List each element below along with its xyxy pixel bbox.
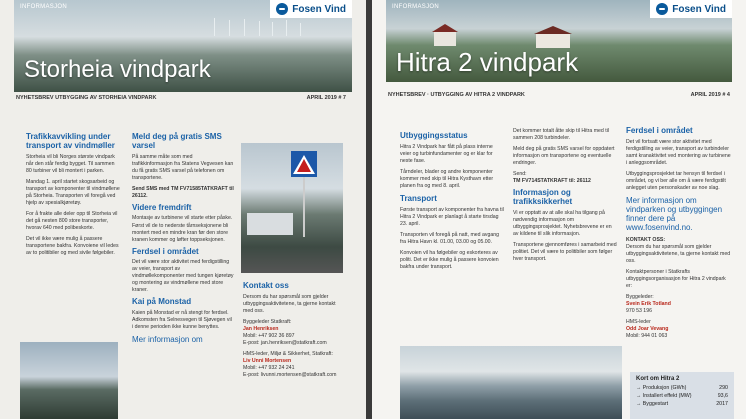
contact-name: Svein Erik Totland bbox=[626, 300, 671, 307]
contact-phone: Mobil: +47 932 24 241 bbox=[243, 364, 295, 371]
paragraph: Det kommer totalt åtte skip til Hitra med til sammen 208 turbindeler. bbox=[513, 128, 609, 142]
paragraph: Transportene gjennomføres i samarbeid med politiet. Det vil være to politibiler som følger hver transport. bbox=[513, 241, 617, 262]
paragraph: Tårndeler, blader og andre komponenter kommer med skip til Hitra Kysthavn etter planen fra og med 8. april. bbox=[400, 168, 494, 189]
paragraph: Vi er opptatt av at alle skal ha tilgang på nødvendig informasjon om utbyggingsprosjektet. Nyhetsbrevene er en av kildene til slik informasjon. bbox=[513, 209, 612, 237]
contact-phone: Mobil: 944 01 063 bbox=[626, 332, 668, 339]
contact-role: HMS-leder bbox=[626, 318, 651, 325]
more-info-link[interactable]: Mer informasjon om vindparken og utbyggingen finner dere på www.fosenvind.no. bbox=[626, 195, 723, 233]
road-sign-photo bbox=[241, 143, 343, 273]
info-label: INFORMASJON bbox=[392, 4, 439, 10]
hitra-newsletter bbox=[372, 0, 746, 419]
sms-instruction: Send SMS med TM FV71585TATKRAFT til 26112. bbox=[132, 185, 234, 199]
paragraph: Meld deg på gratis SMS varsel for oppdatert informasjon om transportene og eventuelle endringer. bbox=[513, 146, 615, 167]
paragraph: Montasje av turbinene vil starte etter påske. Først vil de to nederste tårnseksjonene bli montert med en mindre kran før den store kranen kommer og løfter toppseksjonen. bbox=[132, 215, 233, 243]
contact-email[interactable]: E-post: livunni.mortensen@statkraft.com bbox=[243, 371, 337, 378]
paragraph: Det vil være stor aktivitet med ferdigstilling av veier, transport av vindmøllekomponenter med tungen kjøretøy og montering av vindmøllene med store kraner. bbox=[132, 259, 234, 294]
newsletter-name: NYHETSBREV · UTBYGGING AV HITRA 2 VINDPARK bbox=[388, 92, 525, 98]
paragraph: For å frakte alle deler opp til Storheia vil det gå nesten 800 store transporter, hvorav 640 med polibeskorte. bbox=[26, 210, 118, 231]
hitra-column-2 bbox=[513, 128, 617, 267]
page-title: Hitra 2 vindpark bbox=[396, 47, 579, 77]
newsletter-name: NYHETSBREV UTBYGGING AV STORHEIA VINDPARK bbox=[16, 95, 157, 101]
fact-label: → Produksjon (GWh) bbox=[636, 385, 687, 391]
landscape-photo bbox=[20, 342, 118, 419]
storheia-column-2 bbox=[132, 133, 234, 344]
logo-text: Fosen Vind bbox=[292, 3, 346, 15]
section-heading: Kai på Monstad bbox=[132, 297, 192, 307]
section-heading: Trafikkavvikling under transport av vindmøller bbox=[26, 132, 115, 150]
paragraph: Utbyggingsprosjektet tar hensyn til ferdsel i området, og vi ber alle om å være ferdigstilt anlegget uten personskader av noe slag. bbox=[626, 170, 726, 191]
warning-sign-icon bbox=[241, 143, 343, 273]
fact-label: → Installert effekt (MW) bbox=[636, 393, 692, 399]
fosen-vind-logo bbox=[270, 0, 352, 18]
storheia-newsletter bbox=[0, 0, 366, 419]
newsletter-meta bbox=[16, 95, 346, 101]
section-heading: Utbyggingsstatus bbox=[400, 131, 468, 140]
contact-phone: 970 53 196 bbox=[626, 307, 652, 314]
section-heading: Ferdsel i området bbox=[626, 126, 693, 135]
fact-row bbox=[636, 393, 728, 399]
paragraph: Første transport av komponenter fra havna til Hitra 2 Vindpark er planlagt å starte tirsdag 23. april. bbox=[400, 206, 504, 227]
hitra-hero-photo bbox=[386, 0, 732, 82]
fact-value: 93,6 bbox=[717, 393, 728, 399]
paragraph: Det vil fortsatt være stor aktivitet med ferdigstilling av veier, transport av turbindeler samt kranaktivitet ved montering av turbinene i anleggsområdet. bbox=[626, 138, 731, 166]
paragraph: Kaien på Monstad er nå stengt for ferdsel. Adkomsten fra Selnesvegen til Sjøvegen vil i denne perioden ikke kunne benyttes. bbox=[132, 310, 232, 331]
contact-email[interactable]: E-post: jan.henriksen@statkraft.com bbox=[243, 339, 327, 346]
storheia-contact-column bbox=[243, 282, 345, 379]
sms-send-label: Send: bbox=[513, 171, 527, 178]
fact-row bbox=[636, 401, 728, 407]
storheia-hero-photo bbox=[14, 0, 352, 92]
section-heading: Ferdsel i området bbox=[132, 246, 199, 256]
info-label: INFORMASJON bbox=[20, 4, 67, 10]
paragraph: Mandag 1. april startet skogsarbeid og transport av komponenter til vindmøllene på Storheia. Transporten vil foregå ved hjelp av spesialkjøretøy. bbox=[26, 178, 120, 206]
contact-name: Odd Joar Vevang bbox=[626, 325, 669, 332]
section-heading: Meld deg på gratis SMS varsel bbox=[132, 132, 222, 150]
fact-row bbox=[636, 385, 728, 391]
paragraph: Konvoien vil ha følgebiler og eskorteres av politi. Det er ikke mulig å passere konvoien bakfra under transport. bbox=[400, 249, 499, 270]
contact-name: Liv Unni Mortensen bbox=[243, 357, 292, 364]
sms-instruction: TM FV714STATKRAFT til: 26112 bbox=[513, 178, 591, 185]
harbour-photo bbox=[400, 346, 622, 419]
paragraph: Dersom du har spørsmål som gjelder utbyggingsaktivitetene, ta gjerne kontakt med oss. bbox=[626, 243, 731, 264]
fact-value: 290 bbox=[719, 385, 728, 391]
fosen-logo-icon bbox=[656, 3, 668, 15]
facts-box bbox=[630, 372, 734, 419]
contact-phone: Mobil: +47 902 36 897 bbox=[243, 332, 295, 339]
contact-heading: KONTAKT OSS: bbox=[626, 236, 666, 243]
hitra-column-3 bbox=[626, 127, 732, 340]
paragraph: Hitra 2 Vindpark har fått på plass interne veier og turbinfundamenter og er klar for neste fase. bbox=[400, 143, 493, 164]
contact-role: Byggeleder: bbox=[626, 293, 654, 300]
paragraph: Dersom du har spørsmål som gjelder utbyggingsaktivitetene, ta gjerne kontakt med oss. bbox=[243, 293, 336, 314]
contact-name: Jan Henriksen bbox=[243, 325, 279, 332]
page-title: Storheia vindpark bbox=[24, 56, 211, 83]
logo-text: Fosen Vind bbox=[672, 3, 726, 15]
facts-heading: Kort om Hitra 2 bbox=[636, 376, 680, 382]
section-heading: Informasjon og trafikksikkerhet bbox=[513, 188, 573, 206]
paragraph: Storheia vil bli Norges største vindpark når den står ferdig bygget. Til sammen 80 turbiner vil bli montert i parken. bbox=[26, 153, 115, 174]
fact-label: → Byggestart bbox=[636, 401, 669, 407]
issue-number: APRIL 2019 # 7 bbox=[306, 95, 346, 101]
section-heading: Kontakt oss bbox=[243, 281, 289, 290]
storheia-column-1 bbox=[26, 133, 120, 261]
newsletter-meta bbox=[388, 92, 730, 98]
contact-role: Byggeleder Statkraft: bbox=[243, 318, 292, 325]
paragraph: Transporten vil foregå på natt, med avgang fra Hitra Havn kl. 01.00, 03.00 og 05.00. bbox=[400, 231, 500, 245]
section-heading: Transport bbox=[400, 193, 437, 203]
paragraph: På samme måte som med trafikkinformasjon fra Statens Vegvesen kan du få gratis SMS varsel på telefonen om transportene. bbox=[132, 153, 234, 181]
paragraph: Kontaktpersoner i Statkrafts utbyggingsorganisasjon for Hitra 2 vindpark er: bbox=[626, 268, 726, 289]
hitra-column-1 bbox=[400, 132, 504, 275]
contact-role: HMS-leder, Miljø & Sikkerhet, Statkraft: bbox=[243, 350, 333, 357]
section-heading: Videre fremdrift bbox=[132, 202, 192, 212]
more-info-link[interactable]: Mer informasjon om bbox=[132, 335, 203, 345]
fosen-vind-logo bbox=[650, 0, 732, 18]
issue-number: APRIL 2019 # 4 bbox=[690, 92, 730, 98]
paragraph: Det vil ikke være mulig å passere transportene bakfra. Konvoiene vil ledes av to politibiler og med sivile følgebiler. bbox=[26, 235, 119, 256]
fact-value: 2017 bbox=[716, 401, 728, 407]
fosen-logo-icon bbox=[276, 3, 288, 15]
